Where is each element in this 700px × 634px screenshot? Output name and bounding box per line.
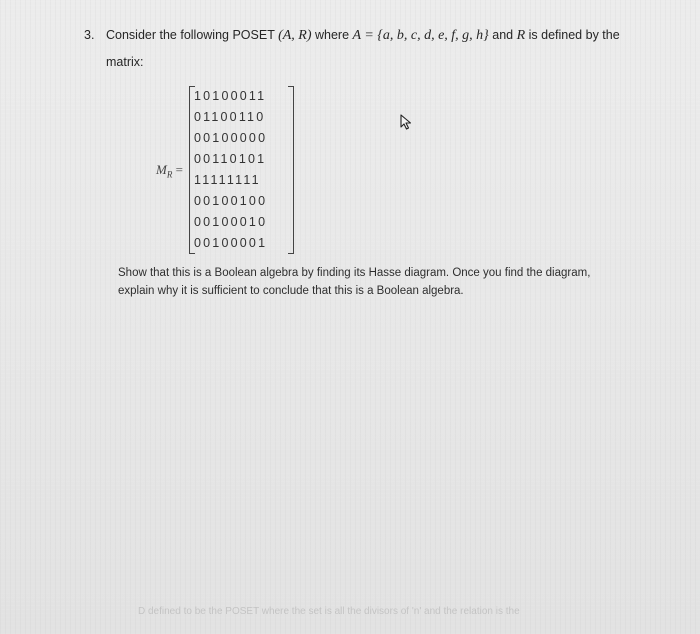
question-text (106, 22, 646, 75)
matrix-symbol: M (156, 162, 167, 177)
question-intro: Consider the following POSET (106, 28, 279, 42)
question-number: 3. (84, 28, 95, 42)
matrix-intro-text: matrix: (106, 55, 144, 69)
instruction-text (118, 264, 618, 300)
relation-matrix (156, 84, 316, 256)
poset-notation: (A, R) (278, 28, 312, 43)
and-word: and (488, 28, 517, 42)
matrix-right-bracket (288, 86, 294, 254)
matrix-row-1: 10100011 (194, 89, 267, 103)
matrix-subscript: R (166, 169, 173, 180)
matrix-row-6: 00100100 (194, 194, 268, 208)
set-definition: A = {a, b, c, d, e, f, g, h} (352, 28, 489, 43)
matrix-row-4: 00110101 (194, 152, 267, 166)
matrix-equals: = (175, 162, 183, 177)
matrix-row-8: 00100001 (194, 236, 268, 250)
matrix-label (156, 162, 183, 180)
instruction-line-2: explain why it is sufficient to conclude that this is a Boolean algebra. (118, 285, 464, 297)
relation-symbol: R (516, 28, 526, 43)
matrix-row-5: 11111111 (194, 173, 261, 187)
faded-next-question-text: D defined to be the POSET where the set is all the divisors of 'n' and the relation is the (138, 606, 520, 617)
matrix-row-3: 00100000 (194, 131, 268, 145)
matrix-row-7: 00100010 (194, 215, 268, 229)
defined-by-text: is defined by the (525, 28, 620, 42)
mouse-cursor-icon (399, 113, 415, 131)
matrix-row-2: 01100110 (194, 110, 266, 124)
instruction-line-1: Show that this is a Boolean algebra by finding its Hasse diagram. Once you find the diagram, (118, 267, 591, 279)
where-word: where (311, 28, 353, 42)
matrix-grid (194, 86, 290, 254)
